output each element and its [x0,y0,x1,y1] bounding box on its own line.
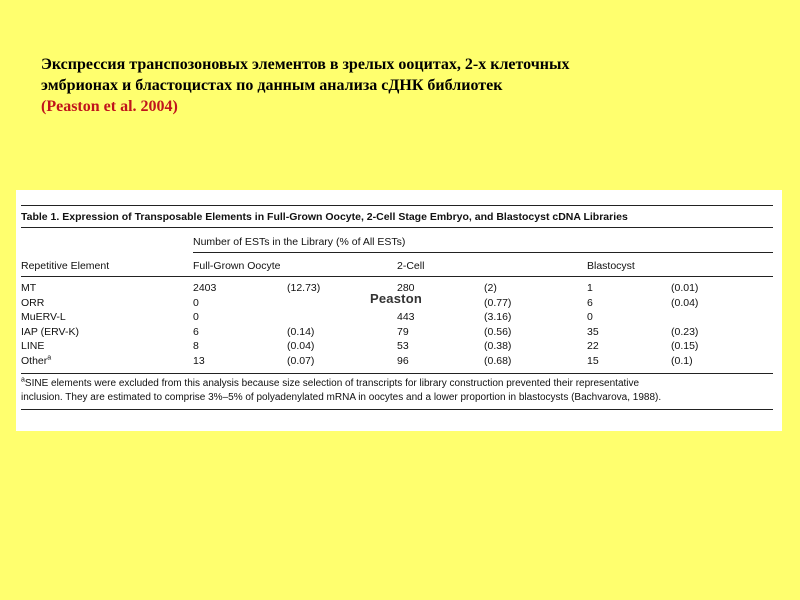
col-header-oocyte: Full-Grown Oocyte [193,260,281,272]
twocell-percent-text: (0.38) [484,340,512,352]
twocell-count-text: 53 [397,340,409,352]
twocell-percent [484,311,511,324]
blastocyst-percent [671,282,698,295]
oocyte-percent-text: (12.73) [287,282,321,294]
row-label-footnote-marker: a [47,354,52,361]
row-label-text: IAP (ERV-K) [21,325,79,338]
blastocyst-percent-text: (0.1) [671,354,693,367]
group-header-rule [193,252,773,253]
oocyte-count [193,297,199,310]
twocell-count-text: 443 [397,311,415,323]
row-label [21,340,44,353]
oocyte-percent-text: (0.14) [287,325,315,338]
blastocyst-percent [671,326,698,339]
col-header-2cell: 2-Cell [397,260,425,272]
row-label-text: LINE [21,340,45,352]
twocell-count [397,355,409,368]
twocell-count [397,340,409,353]
twocell-count-text: 280 [397,282,415,294]
oocyte-count [193,355,205,368]
heading-citation: (Peaston et al. 2004) [41,98,178,115]
row-label-text: ORR [21,296,45,309]
blastocyst-count-text: 15 [587,354,599,367]
watermark-text: Peaston [370,291,422,306]
blastocyst-count [587,311,593,324]
blastocyst-count [587,340,599,353]
table-title: Table 1. Expression of Transposable Elements in Full-Grown Oocyte, 2-Cell Stage Embryo, and Blastocyst cDNA Libraries [21,211,628,223]
oocyte-count-text: 6 [193,325,199,338]
table-bottom-rule [21,409,773,410]
slide-heading [41,54,741,117]
blastocyst-percent-text: (0.15) [671,340,699,352]
footnote-line-2: inclusion. They are estimated to comprise 3%–5% of polyadenylated mRNA in oocytes and a lower proportion in blastocysts (Bachvarova, 1988). [21,392,662,403]
oocyte-count-text: 0 [193,296,199,309]
row-label-text: Other [21,354,48,367]
blastocyst-percent [671,355,693,368]
blastocyst-count [587,282,593,295]
oocyte-count-text: 0 [193,311,199,323]
table-title-rule [21,227,773,228]
row-label [21,282,36,295]
blastocyst-count-text: 22 [587,340,599,352]
twocell-percent [484,340,511,353]
oocyte-percent-text: (0.04) [287,340,315,352]
twocell-percent [484,282,497,295]
blastocyst-percent-text: (0.01) [671,282,699,294]
heading-line-1: Экспрессия транспозоновых элементов в зрелых ооцитах, 2-х клеточных [41,56,570,73]
oocyte-count-text: 8 [193,340,199,352]
oocyte-percent [287,355,314,368]
group-header: Number of ESTs in the Library (% of All ESTs) [193,236,406,248]
oocyte-percent [287,340,314,353]
twocell-percent-text: (0.68) [484,354,512,367]
twocell-count-text: 79 [397,325,409,338]
blastocyst-count-text: 35 [587,325,599,338]
table-top-rule [21,205,773,206]
oocyte-count-text: 2403 [193,282,217,294]
twocell-percent-text: (3.16) [484,311,512,323]
footnote-line-1 [21,377,639,390]
oocyte-percent-text: (0.07) [287,354,315,367]
blastocyst-percent [671,297,698,310]
row-label [21,311,66,324]
blastocyst-percent [671,340,698,353]
table-panel [16,190,782,431]
heading-line-2: эмбрионах и бластоцистах по данным анализа сДНК библиотек [41,77,503,94]
twocell-count-text: 96 [397,354,409,367]
col-header-repetitive: Repetitive Element [21,260,110,272]
blastocyst-count [587,326,599,339]
row-label [21,355,51,368]
blastocyst-percent-text: (0.04) [671,296,699,309]
twocell-percent [484,297,511,310]
oocyte-count [193,340,199,353]
blastocyst-count [587,297,593,310]
blastocyst-count-text: 1 [587,282,593,294]
footnote-marker: a [21,376,25,384]
row-label [21,297,44,310]
oocyte-count [193,311,199,324]
blastocyst-percent-text: (0.23) [671,325,699,338]
blastocyst-count-text: 0 [587,311,593,323]
row-label [21,326,79,339]
oocyte-count [193,282,216,295]
footnote-text-1: SINE elements were excluded from this analysis because size selection of transcripts for library construction prevented their representative [24,378,640,389]
oocyte-percent [287,326,314,339]
row-label-text: MuERV-L [21,311,66,323]
row-label-text: MT [21,282,37,294]
twocell-count [397,326,409,339]
twocell-percent-text: (0.56) [484,325,512,338]
blastocyst-count [587,355,599,368]
twocell-percent [484,355,511,368]
twocell-percent-text: (2) [484,282,497,294]
oocyte-count-text: 13 [193,354,205,367]
oocyte-percent [287,282,320,295]
twocell-count [397,311,415,324]
col-header-blastocyst: Blastocyst [587,260,635,272]
oocyte-count [193,326,199,339]
blastocyst-count-text: 6 [587,296,593,309]
body-bottom-rule [21,373,773,374]
twocell-percent [484,326,511,339]
twocell-percent-text: (0.77) [484,296,512,309]
header-rule [21,276,773,277]
